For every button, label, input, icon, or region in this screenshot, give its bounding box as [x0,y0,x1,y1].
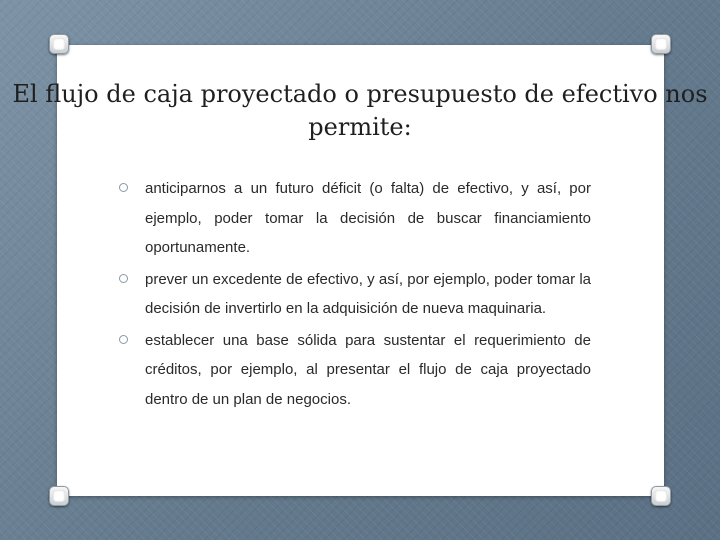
corner-badge-bottom-right-icon [651,486,671,506]
bullet-text: anticiparnos a un futuro déficit (o falta) de efectivo, y así, por ejemplo, poder tomar la decisión de buscar financiamiento oportunamente. [145,180,591,256]
corner-badge-bottom-left-icon [49,486,69,506]
bullet-item [119,326,591,415]
hollow-circle-icon [119,183,128,192]
hollow-circle-icon [119,335,128,344]
bullet-item [119,265,591,324]
slide-title: El flujo de caja proyectado o presupuesto de efectivo nos permite: [12,80,708,141]
hollow-circle-icon [119,274,128,283]
bullet-item [119,174,591,263]
corner-badge-top-left-icon [49,34,69,54]
bullet-list [119,174,591,416]
bullet-text: prever un excedente de efectivo, y así, por ejemplo, poder tomar la decisión de invertirlo en la adquisición de nueva maquinaria. [145,270,591,317]
corner-badge-top-right-icon [651,34,671,54]
bullet-text: establecer una base sólida para sustentar el requerimiento de créditos, por ejemplo, al presentar el flujo de caja proyectado dentro de un plan de negocios. [145,331,591,408]
